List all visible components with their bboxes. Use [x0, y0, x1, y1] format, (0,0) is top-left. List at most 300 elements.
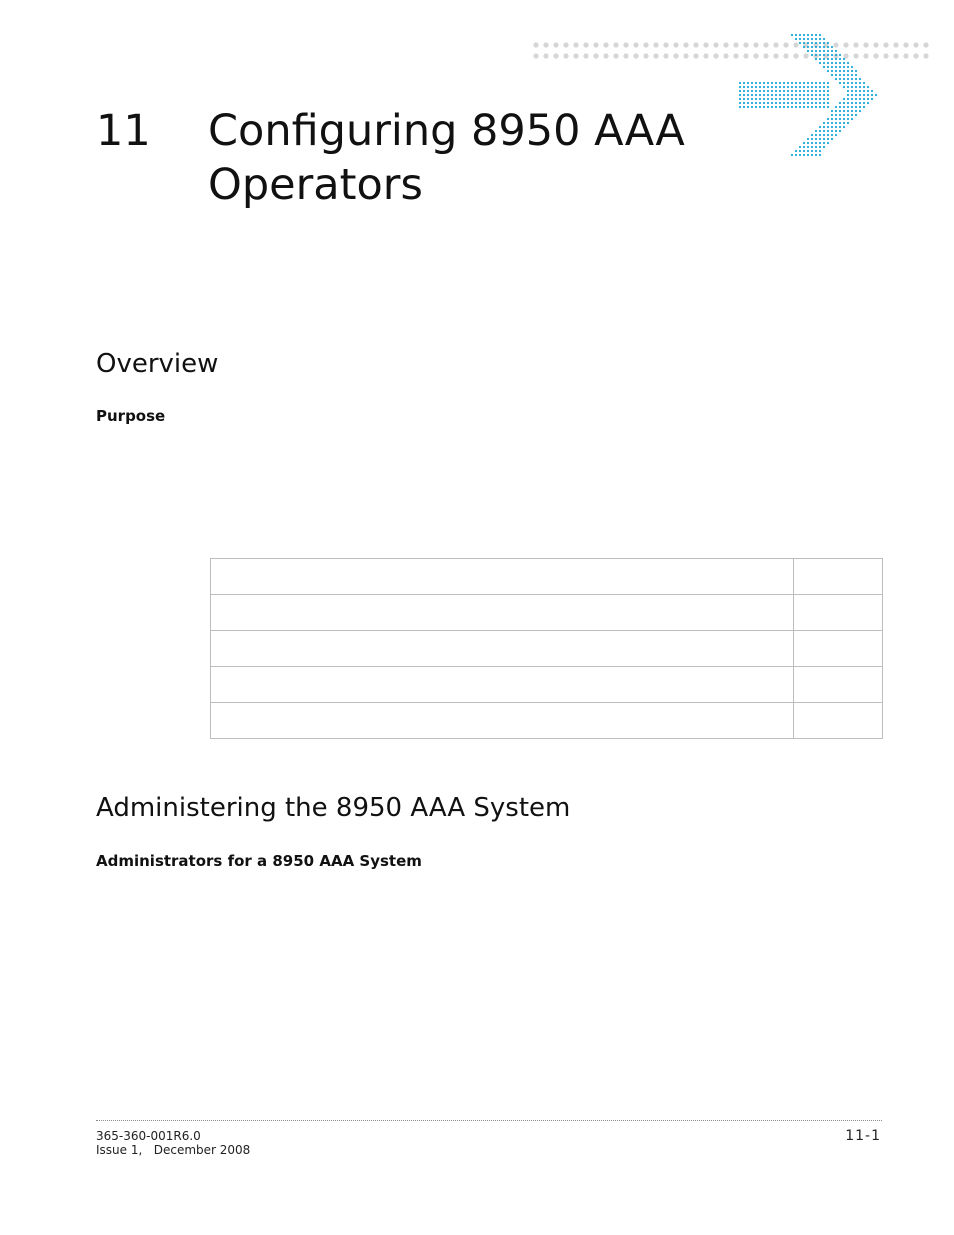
arrow-dot — [791, 102, 793, 104]
decorative-dot — [923, 42, 928, 47]
arrow-dot — [819, 102, 821, 104]
arrow-dot — [767, 82, 769, 84]
arrow-dot — [847, 114, 849, 116]
arrow-dot — [779, 82, 781, 84]
arrow-dot — [835, 62, 837, 64]
decorative-dot — [583, 53, 588, 58]
arrow-dot — [843, 82, 845, 84]
arrow-dot — [807, 102, 809, 104]
arrow-dot — [747, 86, 749, 88]
arrow-dot — [803, 82, 805, 84]
section-heading-administering: Administering the 8950 AAA System — [96, 793, 571, 823]
arrow-dot — [823, 82, 825, 84]
arrow-dot — [859, 86, 861, 88]
decorative-dot — [553, 53, 558, 58]
arrow-dot — [819, 126, 821, 128]
arrow-dot — [851, 114, 853, 116]
arrow-dot — [747, 94, 749, 96]
arrow-dot — [807, 138, 809, 140]
arrow-dot — [819, 82, 821, 84]
arrow-dot — [839, 110, 841, 112]
arrow-dot — [855, 114, 857, 116]
arrow-dot — [799, 98, 801, 100]
arrow-dot — [839, 126, 841, 128]
arrow-dot — [827, 46, 829, 48]
arrow-dot — [855, 94, 857, 96]
table-row — [211, 703, 883, 739]
arrow-dot — [851, 102, 853, 104]
arrow-dot — [815, 130, 817, 132]
arrow-dot — [763, 86, 765, 88]
decorative-dot — [673, 53, 678, 58]
arrow-dot — [807, 86, 809, 88]
arrow-dot — [815, 154, 817, 156]
arrow-dot — [859, 106, 861, 108]
arrow-dot — [747, 90, 749, 92]
arrow-dot — [747, 102, 749, 104]
footer-issue-date: Issue 1, December 2008 — [96, 1143, 251, 1157]
arrow-dot — [767, 90, 769, 92]
arrow-dot — [815, 58, 817, 60]
arrow-dot — [839, 54, 841, 56]
arrow-dot — [759, 94, 761, 96]
arrow-dot — [811, 82, 813, 84]
arrow-dot — [823, 62, 825, 64]
arrow-dot — [771, 98, 773, 100]
arrow-dot — [775, 90, 777, 92]
arrow-dot — [859, 102, 861, 104]
arrow-dot — [811, 150, 813, 152]
arrow-dot — [779, 86, 781, 88]
arrow-dot — [807, 146, 809, 148]
arrow-dot — [843, 110, 845, 112]
arrow-dot — [811, 34, 813, 36]
decorative-dot — [543, 53, 548, 58]
arrow-dot — [739, 90, 741, 92]
arrow-dot — [827, 86, 829, 88]
arrow-dot — [739, 98, 741, 100]
arrow-dot — [799, 102, 801, 104]
arrow-dot — [787, 106, 789, 108]
arrow-dot — [827, 62, 829, 64]
arrow-dot — [851, 70, 853, 72]
arrow-dot — [791, 94, 793, 96]
arrow-dot — [775, 106, 777, 108]
arrow-dot — [839, 58, 841, 60]
arrow-dot — [827, 70, 829, 72]
decorative-dot — [633, 53, 638, 58]
arrow-dot — [811, 50, 813, 52]
arrow-dot — [827, 102, 829, 104]
arrow-dot — [835, 118, 837, 120]
topic-cell — [211, 559, 794, 595]
arrow-dot — [819, 86, 821, 88]
arrow-dot — [803, 90, 805, 92]
arrow-dot — [823, 66, 825, 68]
arrow-dot — [791, 90, 793, 92]
arrow-dot — [859, 94, 861, 96]
arrow-dot — [851, 78, 853, 80]
arrow-dot — [819, 134, 821, 136]
arrow-dot — [775, 102, 777, 104]
decorative-dot — [553, 42, 558, 47]
arrow-dot — [755, 94, 757, 96]
arrow-dot — [843, 74, 845, 76]
arrow-dot — [795, 150, 797, 152]
arrow-dot — [799, 82, 801, 84]
arrow-dot — [815, 46, 817, 48]
decorative-dot — [603, 53, 608, 58]
arrow-dot — [811, 146, 813, 148]
arrow-dot — [747, 106, 749, 108]
arrow-dot — [827, 138, 829, 140]
footer-page-number: 11-1 — [845, 1128, 881, 1144]
arrow-dot — [839, 130, 841, 132]
decorative-dot — [643, 53, 648, 58]
arrow-dot — [823, 102, 825, 104]
arrow-dot — [779, 98, 781, 100]
arrow-dot — [811, 106, 813, 108]
arrow-dot — [815, 50, 817, 52]
arrow-dot — [811, 86, 813, 88]
arrow-dot — [823, 94, 825, 96]
arrow-dot — [867, 86, 869, 88]
arrow-dot — [847, 66, 849, 68]
arrow-dot — [771, 94, 773, 96]
arrow-dot — [819, 146, 821, 148]
arrow-dot — [771, 90, 773, 92]
arrow-dot — [775, 94, 777, 96]
arrow-dot — [751, 94, 753, 96]
arrow-dot — [831, 50, 833, 52]
arrow-dot — [819, 130, 821, 132]
arrow-dot — [775, 82, 777, 84]
arrow-dot — [807, 154, 809, 156]
arrow-dot — [795, 82, 797, 84]
arrow-dot — [763, 94, 765, 96]
arrow-dot — [755, 82, 757, 84]
arrow-dot — [839, 62, 841, 64]
arrow-dot — [835, 50, 837, 52]
arrow-dot — [843, 62, 845, 64]
arrow-dot — [759, 86, 761, 88]
arrow-dot — [831, 54, 833, 56]
arrow-dot — [799, 94, 801, 96]
page-cell — [794, 559, 883, 595]
arrow-dot — [767, 94, 769, 96]
decorative-dot — [573, 53, 578, 58]
arrow-dot — [799, 154, 801, 156]
subheading-administrators: Administrators for a 8950 AAA System — [96, 852, 422, 870]
arrow-dot — [775, 86, 777, 88]
decorative-dot — [593, 53, 598, 58]
arrow-dot — [751, 106, 753, 108]
arrow-dot — [831, 74, 833, 76]
arrow-dot — [851, 86, 853, 88]
arrow-dot — [747, 98, 749, 100]
arrow-dot — [843, 102, 845, 104]
arrow-dot — [819, 54, 821, 56]
arrow-dot — [803, 42, 805, 44]
arrow-dot — [759, 98, 761, 100]
arrow-dot — [835, 66, 837, 68]
arrow-dot — [823, 134, 825, 136]
arrow-dot — [747, 82, 749, 84]
arrow-dot — [795, 102, 797, 104]
arrow-dot — [815, 142, 817, 144]
arrow-dot — [823, 42, 825, 44]
arrow-dot — [783, 102, 785, 104]
decorative-dot — [623, 42, 628, 47]
arrow-dot — [759, 102, 761, 104]
arrow-dot — [783, 106, 785, 108]
decorative-dot — [603, 42, 608, 47]
arrow-dot — [827, 134, 829, 136]
arrow-dot — [863, 102, 865, 104]
arrow-dot — [835, 122, 837, 124]
arrow-dot — [831, 70, 833, 72]
footer-doc-number: 365-360-001R6.0 — [96, 1129, 201, 1143]
arrow-dot — [875, 94, 877, 96]
arrow-dot — [799, 150, 801, 152]
arrow-dot — [763, 102, 765, 104]
table-row — [211, 559, 883, 595]
arrow-dot — [767, 98, 769, 100]
chapter-title: Configuring 8950 AAA Operators — [208, 106, 685, 210]
arrow-dot — [855, 78, 857, 80]
decorative-dot — [563, 53, 568, 58]
arrow-dot — [811, 94, 813, 96]
arrow-dot — [771, 82, 773, 84]
arrow-dot — [843, 98, 845, 100]
arrow-dot — [815, 146, 817, 148]
arrow-dot — [847, 90, 849, 92]
arrow-dot — [847, 122, 849, 124]
arrow-dot — [743, 82, 745, 84]
arrow-dot — [831, 58, 833, 60]
arrow-dot — [807, 90, 809, 92]
arrow-dot — [819, 94, 821, 96]
arrow-dot — [835, 58, 837, 60]
arrow-dot — [803, 106, 805, 108]
decorative-dot — [913, 53, 918, 58]
arrow-dot — [795, 94, 797, 96]
decorative-dot — [533, 42, 538, 47]
arrow-dot — [807, 42, 809, 44]
arrow-dot — [855, 106, 857, 108]
arrow-dot — [779, 106, 781, 108]
arrow-dot — [823, 50, 825, 52]
arrow-dot — [827, 130, 829, 132]
arrow-dot — [787, 82, 789, 84]
arrow-dot — [795, 106, 797, 108]
arrow-dot — [807, 150, 809, 152]
arrow-dot — [743, 90, 745, 92]
arrow-dot — [847, 62, 849, 64]
arrow-dot — [843, 58, 845, 60]
arrow-dot — [811, 102, 813, 104]
page-cell — [794, 631, 883, 667]
subheading-purpose: Purpose — [96, 407, 166, 425]
arrow-dot — [815, 106, 817, 108]
arrow-dot — [791, 34, 793, 36]
arrow-dot — [831, 122, 833, 124]
topic-cell — [211, 595, 794, 631]
decorative-dot — [663, 42, 668, 47]
arrow-dot — [815, 38, 817, 40]
arrow-dot — [851, 66, 853, 68]
decorative-dot — [903, 42, 908, 47]
arrow-dot — [831, 114, 833, 116]
arrow-dot — [791, 106, 793, 108]
arrow-dot — [827, 122, 829, 124]
arrow-dot — [843, 122, 845, 124]
arrow-dot — [807, 34, 809, 36]
arrow-dot — [851, 94, 853, 96]
arrow-dot — [819, 142, 821, 144]
arrow-dot — [791, 86, 793, 88]
arrow-dot — [839, 102, 841, 104]
arrow-dot — [811, 142, 813, 144]
decorative-dot — [883, 42, 888, 47]
arrow-dot — [815, 98, 817, 100]
arrow-dot — [827, 106, 829, 108]
arrow-dot — [847, 118, 849, 120]
arrow-dot — [847, 106, 849, 108]
arrow-dot — [815, 42, 817, 44]
arrow-dot — [847, 98, 849, 100]
topic-cell — [211, 667, 794, 703]
arrow-dot — [811, 90, 813, 92]
arrow-dot — [743, 102, 745, 104]
decorative-dot — [713, 42, 718, 47]
decorative-dot — [633, 42, 638, 47]
arrow-dot — [803, 34, 805, 36]
table-row — [211, 667, 883, 703]
arrow-dot — [743, 106, 745, 108]
arrow-dot — [807, 50, 809, 52]
arrow-dot — [831, 110, 833, 112]
arrow-dot — [843, 118, 845, 120]
arrow-dot — [815, 34, 817, 36]
arrow-dot — [787, 90, 789, 92]
arrow-dot — [863, 98, 865, 100]
arrow-dot — [863, 86, 865, 88]
arrow-dot — [843, 66, 845, 68]
arrow-dot — [751, 102, 753, 104]
arrow-dot — [855, 90, 857, 92]
arrow-dot — [803, 154, 805, 156]
arrow-dot — [867, 102, 869, 104]
arrow-dot — [819, 50, 821, 52]
arrow-dot — [827, 118, 829, 120]
arrow-dot — [795, 86, 797, 88]
arrow-dot — [799, 86, 801, 88]
arrow-dot — [851, 110, 853, 112]
arrow-dot — [823, 98, 825, 100]
arrow-dot — [819, 98, 821, 100]
arrow-dot — [819, 62, 821, 64]
arrow-dot — [835, 134, 837, 136]
arrow-dot — [855, 102, 857, 104]
arrow-dot — [815, 134, 817, 136]
arrow-dot — [739, 106, 741, 108]
arrow-dot — [835, 70, 837, 72]
arrow-dot — [827, 42, 829, 44]
arrow-dot — [827, 66, 829, 68]
arrow-dot — [795, 98, 797, 100]
arrow-dot — [823, 142, 825, 144]
arrow-dot — [755, 90, 757, 92]
arrow-dot — [755, 86, 757, 88]
arrow-dot — [815, 86, 817, 88]
arrow-dot — [843, 78, 845, 80]
decorative-dot — [533, 53, 538, 58]
arrow-dot — [863, 106, 865, 108]
arrow-dot — [819, 38, 821, 40]
arrow-dot — [871, 94, 873, 96]
arrow-dot — [771, 106, 773, 108]
arrow-dot — [843, 126, 845, 128]
arrow-dot — [819, 34, 821, 36]
decorative-dot — [643, 42, 648, 47]
decorative-dot — [653, 53, 658, 58]
arrow-dot — [827, 90, 829, 92]
arrow-dot — [835, 54, 837, 56]
arrow-dot — [851, 98, 853, 100]
decorative-dot — [893, 53, 898, 58]
arrow-dot — [751, 98, 753, 100]
arrow-dot — [791, 154, 793, 156]
arrow-dot — [803, 102, 805, 104]
arrow-dot — [807, 106, 809, 108]
arrow-dot — [803, 46, 805, 48]
arrow-dot — [787, 98, 789, 100]
arrow-dot — [847, 70, 849, 72]
arrow-dot — [827, 50, 829, 52]
arrow-dot — [835, 78, 837, 80]
arrow-dot — [859, 110, 861, 112]
arrow-dot — [815, 54, 817, 56]
arrow-dot — [755, 102, 757, 104]
arrow-dot — [815, 150, 817, 152]
arrow-dot — [783, 90, 785, 92]
arrow-dot — [835, 126, 837, 128]
arrow-dot — [787, 102, 789, 104]
decorative-dot — [673, 42, 678, 47]
arrow-dot — [827, 94, 829, 96]
arrow-dot — [803, 38, 805, 40]
arrow-dot — [811, 138, 813, 140]
arrow-dot — [847, 102, 849, 104]
arrow-dot — [811, 46, 813, 48]
arrow-dot — [835, 110, 837, 112]
arrow-dot — [791, 82, 793, 84]
arrow-dot — [839, 66, 841, 68]
page-cell — [794, 667, 883, 703]
arrow-dot — [823, 46, 825, 48]
arrow-dot — [823, 86, 825, 88]
arrow-dot — [847, 74, 849, 76]
arrow-dot — [819, 106, 821, 108]
arrow-dot — [763, 98, 765, 100]
decorative-dot — [693, 42, 698, 47]
arrow-dot — [803, 98, 805, 100]
arrow-dot — [867, 98, 869, 100]
arrow-dot — [807, 82, 809, 84]
arrow-dot — [819, 154, 821, 156]
decorative-dot — [573, 42, 578, 47]
